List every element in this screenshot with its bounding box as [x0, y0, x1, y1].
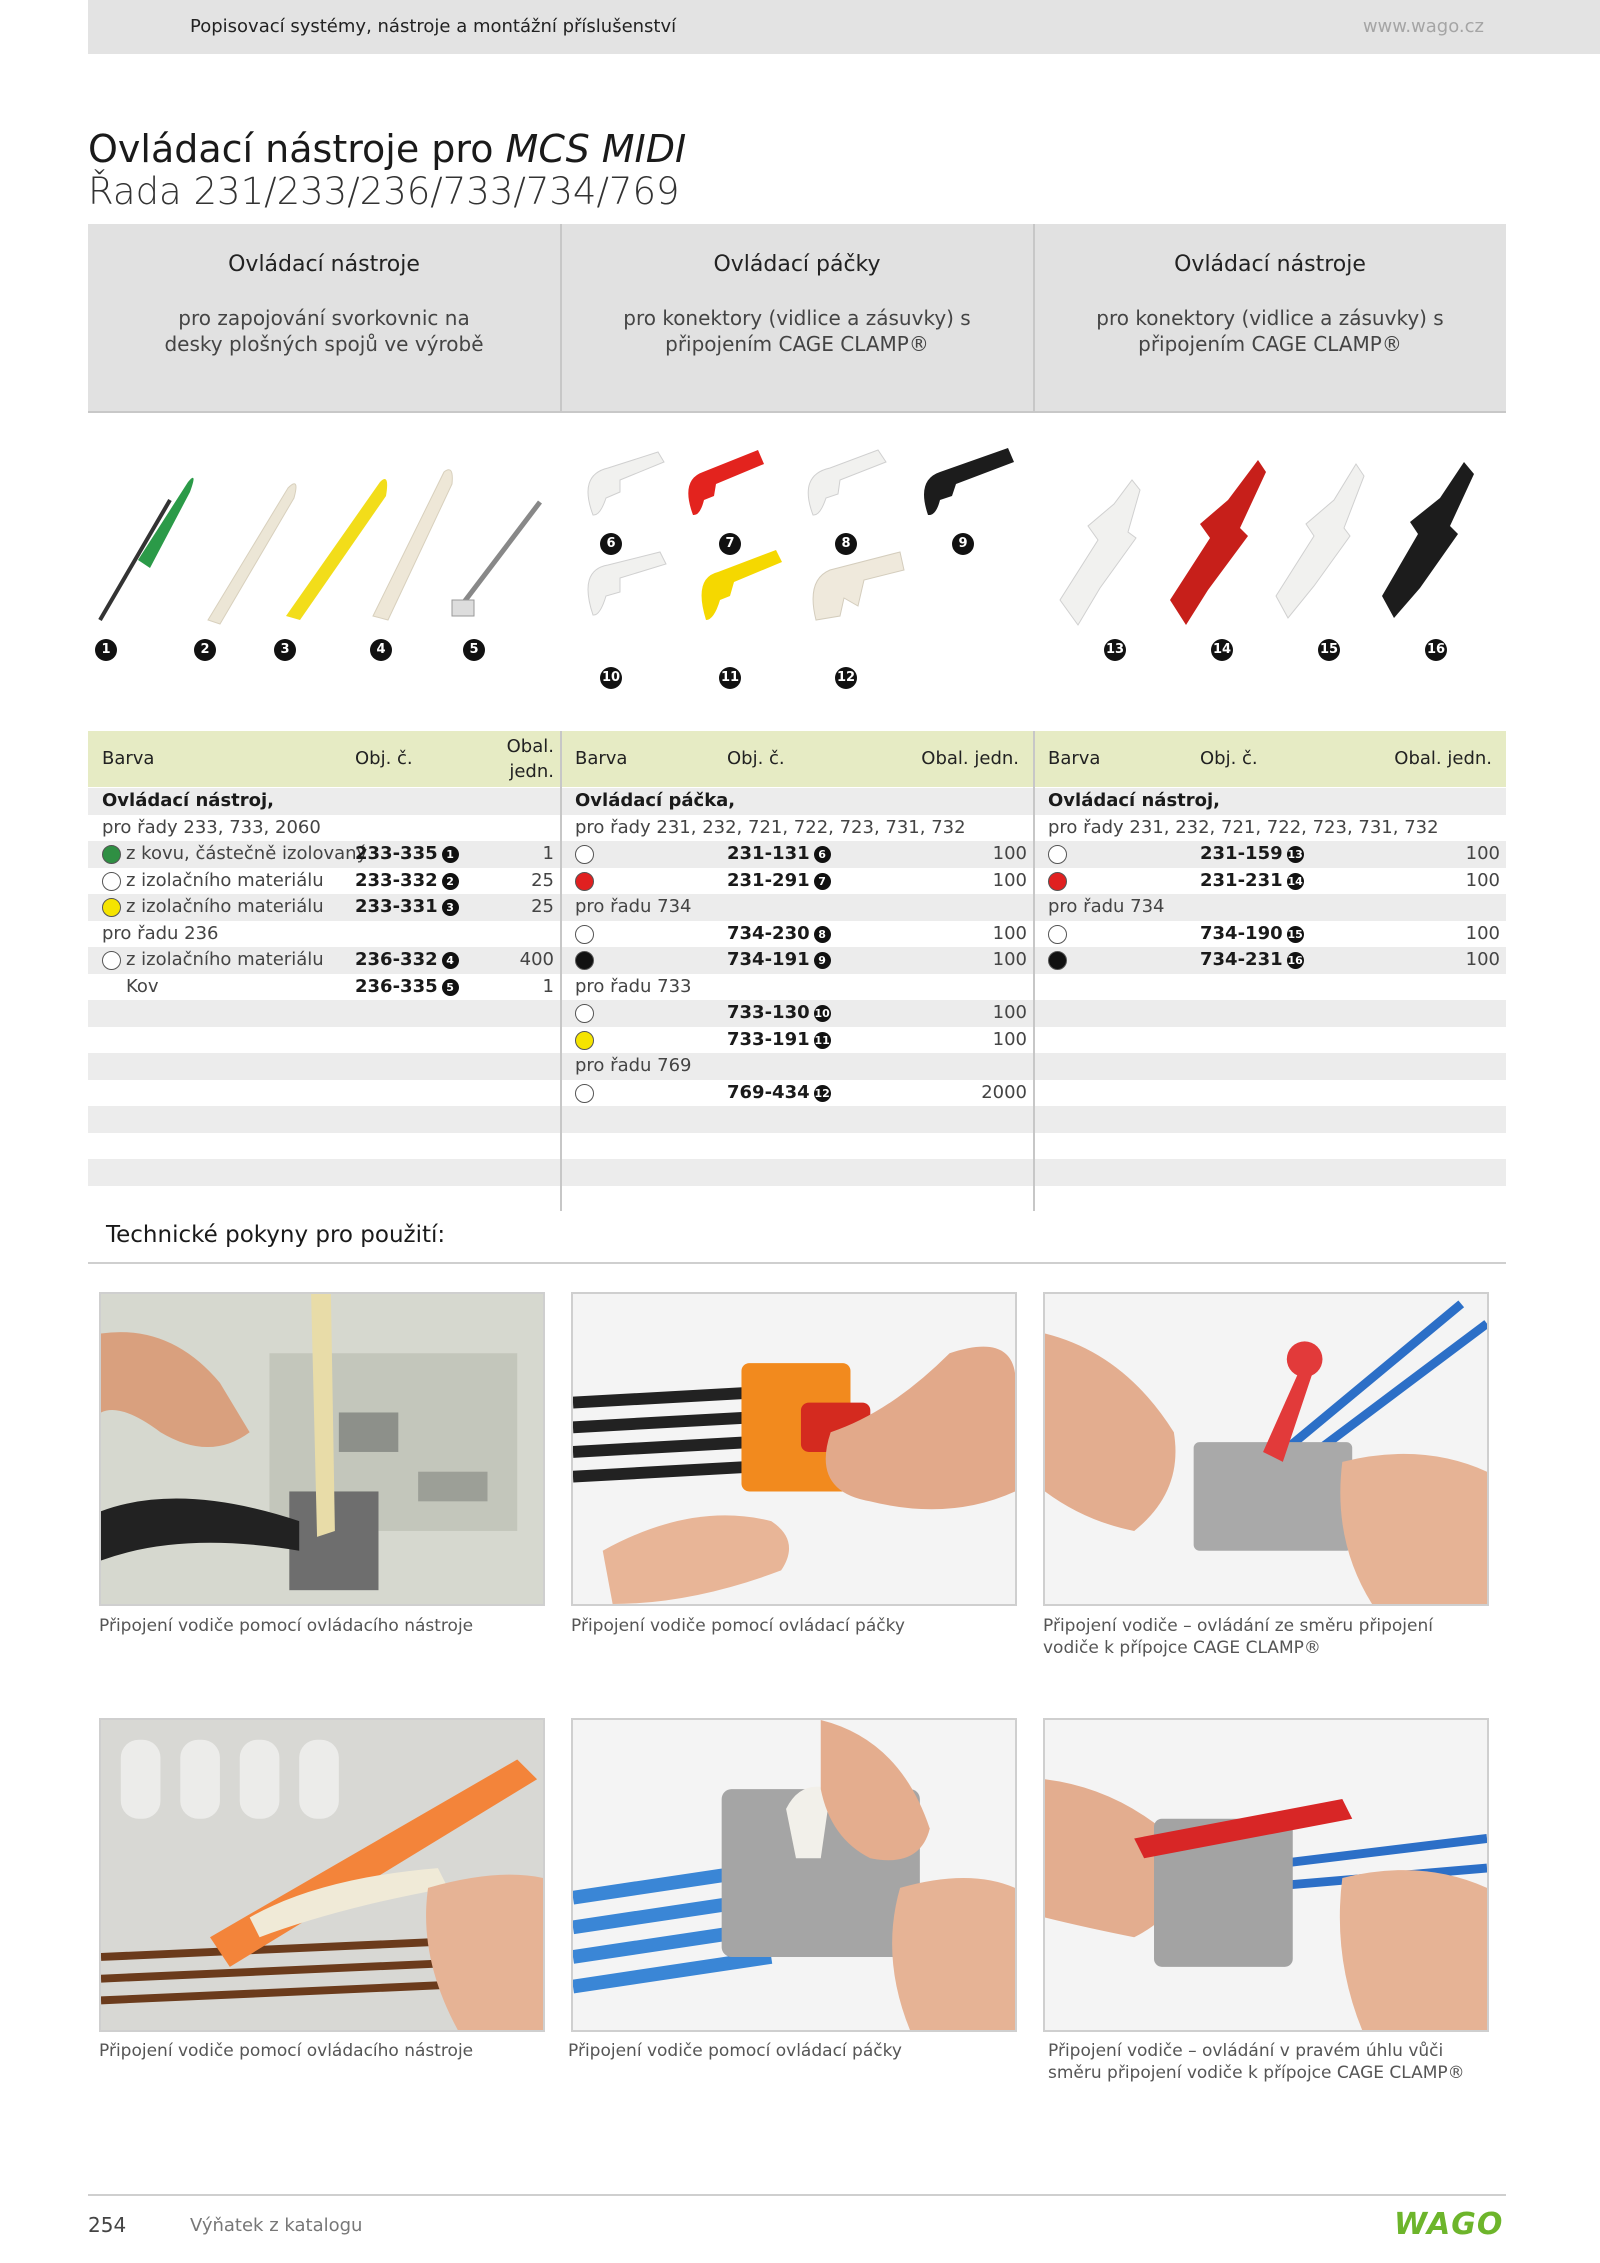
lever-10-image: [588, 552, 666, 615]
divider: [1033, 731, 1035, 1211]
pack-quantity: 400: [519, 949, 554, 970]
order-number: 236-332 4: [355, 947, 459, 973]
row-label: pro řadu 733: [575, 975, 692, 997]
badge-3: 3: [274, 639, 296, 661]
item-badge: 12: [814, 1086, 830, 1100]
usage-photo-3: [1043, 1292, 1489, 1606]
order-number: 734-230 8: [727, 921, 831, 947]
order-number: 734-231 16: [1200, 949, 1303, 970]
item-badge: 6: [814, 846, 831, 863]
order-number: 233-331 3: [355, 894, 459, 920]
color-swatch: [575, 872, 594, 891]
color-swatch: [102, 951, 121, 970]
caption-6: Připojení vodiče – ovládání v pravém úhlu vůči směru připojení vodiče k přípojce CAGE CLAMP®: [1048, 2041, 1465, 2083]
column-header-2: Ovládací páčky pro konektory (vidlice a zásuvky) s připojením CAGE CLAMP®: [561, 224, 1033, 412]
color-swatch: [575, 1004, 594, 1023]
order-number: 231-131 6: [727, 841, 831, 867]
item-badge: 2: [442, 873, 459, 890]
pack-quantity: 100: [992, 922, 1027, 944]
badge-15: 15: [1318, 639, 1340, 661]
color-swatch: [102, 872, 121, 891]
order-number: 733-130 10: [727, 1002, 830, 1023]
tool-5-image: [452, 502, 540, 616]
pack-quantity: 100: [992, 1028, 1027, 1050]
item-badge: 9: [814, 952, 831, 969]
pack-quantity: 100: [1465, 922, 1500, 944]
divider: [88, 411, 1506, 413]
top-bar: [88, 0, 1600, 54]
table-header-3: Barva Obj. č. Obal. jedn.: [1034, 731, 1506, 787]
tool-15-image: [1276, 464, 1364, 618]
pack-quantity: 100: [992, 1002, 1027, 1023]
footer-text: Výňatek z katalogu: [190, 2215, 363, 2236]
color-swatch: [102, 845, 121, 864]
table-header-1: Barva Obj. č. Obal. jedn.: [88, 731, 560, 787]
color-swatch: [102, 898, 121, 917]
caption-5: Připojení vodiče pomocí ovládací páčky: [568, 2041, 902, 2061]
caption-4: Připojení vodiče pomocí ovládacího nástroje: [99, 2041, 474, 2061]
order-number: 231-231 14: [1200, 869, 1303, 891]
usage-photo-2: [571, 1292, 1017, 1606]
pack-quantity: 100: [1465, 843, 1500, 864]
pack-quantity: 1: [542, 975, 554, 997]
badge-11: 11: [719, 667, 741, 689]
badge-2: 2: [194, 639, 216, 661]
badge-13: 13: [1104, 639, 1126, 661]
page-number: 254: [88, 2213, 127, 2237]
color-swatch: [575, 1031, 594, 1050]
order-number: 734-191 9: [727, 947, 831, 973]
order-number: 236-335 5: [355, 974, 459, 1000]
badge-4: 4: [370, 639, 392, 661]
tool-13-image: [1060, 480, 1140, 625]
tool-14-image: [1170, 460, 1266, 625]
usage-photo-4: [99, 1718, 545, 2032]
item-badge: 4: [442, 952, 459, 969]
order-number: 231-291 7: [727, 868, 831, 894]
order-number: 769-434 12: [727, 1081, 830, 1103]
row-label: pro řady 231, 232, 721, 722, 723, 731, 732: [575, 816, 966, 838]
table-row: [88, 1159, 1506, 1186]
item-badge: 13: [1287, 848, 1303, 861]
lever-9-image: [924, 448, 1014, 515]
row-label: pro řadu 734: [1048, 896, 1165, 917]
row-label: pro řadu 769: [575, 1055, 692, 1076]
pack-quantity: 100: [992, 869, 1027, 891]
pack-quantity: 100: [992, 949, 1027, 970]
row-label: Ovládací nástroj,: [102, 790, 275, 811]
badge-8: 8: [835, 533, 857, 555]
table-row: [88, 1133, 1506, 1160]
table-row: [88, 1186, 1506, 1213]
usage-photo-6: [1043, 1718, 1489, 2032]
pack-quantity: 2000: [981, 1081, 1027, 1103]
divider: [560, 224, 562, 412]
caption-1: Připojení vodiče pomocí ovládacího nástroje: [99, 1616, 474, 1636]
divider: [88, 1262, 1506, 1264]
column-header-3: Ovládací nástroje pro konektory (vidlice a zásuvky) s připojením CAGE CLAMP®: [1034, 224, 1506, 412]
table-header-2: Barva Obj. č. Obal. jedn.: [561, 731, 1033, 787]
color-swatch: [1048, 845, 1067, 864]
pack-quantity: 100: [1465, 949, 1500, 970]
color-swatch: [575, 845, 594, 864]
lever-12-image: [813, 552, 904, 620]
item-badge: 3: [442, 899, 459, 916]
lever-8-image: [808, 450, 886, 515]
color-swatch: [575, 951, 594, 970]
pack-quantity: 1: [542, 843, 554, 864]
order-number: 233-335 1: [355, 841, 459, 867]
table-row: [88, 1106, 1506, 1133]
lever-11-image: [702, 550, 782, 620]
row-label: z kovu, částečně izolovaný: [126, 843, 368, 864]
section-title: Popisovací systémy, nástroje a montážní příslušenství: [190, 16, 677, 37]
usage-photo-5: [571, 1718, 1017, 2032]
order-number: 734-190 15: [1200, 922, 1303, 944]
lever-7-image: [688, 450, 764, 515]
order-number: 733-191 11: [727, 1028, 830, 1050]
badge-6: 6: [600, 533, 622, 555]
row-label: pro řadu 734: [575, 896, 692, 917]
color-swatch: [575, 925, 594, 944]
table-row: [88, 788, 1506, 815]
tool-16-image: [1382, 462, 1474, 618]
badge-10: 10: [600, 667, 622, 689]
item-badge: 7: [814, 873, 831, 890]
item-badge: 16: [1287, 954, 1303, 967]
section-heading: Technické pokyny pro použití:: [106, 1222, 446, 1248]
table-row: [88, 1053, 1506, 1080]
pack-quantity: 100: [992, 843, 1027, 864]
row-label: Ovládací nástroj,: [1048, 790, 1221, 811]
color-swatch: [1048, 872, 1067, 891]
item-badge: 8: [814, 926, 831, 943]
website-link[interactable]: www.wago.cz: [1362, 16, 1484, 37]
row-label: pro řadu 236: [102, 922, 219, 944]
item-badge: 1: [442, 846, 459, 863]
color-swatch: [1048, 925, 1067, 944]
row-label: pro řady 231, 232, 721, 722, 723, 731, 732: [1048, 816, 1439, 838]
badge-12: 12: [835, 667, 857, 689]
pack-quantity: 25: [531, 869, 554, 891]
order-number: 233-332 2: [355, 868, 459, 894]
item-badge: 10: [814, 1007, 830, 1020]
divider: [88, 2194, 1506, 2196]
item-badge: 14: [1287, 874, 1303, 888]
order-number: 231-159 13: [1200, 843, 1303, 864]
row-label: z izolačního materiálu: [126, 896, 324, 917]
row-label: pro řady 233, 733, 2060: [102, 816, 321, 838]
lever-6-image: [588, 452, 664, 515]
divider: [1033, 224, 1035, 412]
badge-7: 7: [719, 533, 741, 555]
badge-1: 1: [95, 639, 117, 661]
badge-5: 5: [463, 639, 485, 661]
caption-3: Připojení vodiče – ovládání ze směru připojení vodiče k přípojce CAGE CLAMP®: [1043, 1616, 1433, 1658]
page-title: Ovládací nástroje pro MCS MIDI: [88, 127, 687, 171]
row-label: Ovládací páčka,: [575, 790, 736, 811]
badge-9: 9: [952, 533, 974, 555]
divider: [560, 731, 562, 1211]
usage-photo-1: [99, 1292, 545, 1606]
row-label: z izolačního materiálu: [126, 949, 324, 970]
table-row: [88, 974, 1506, 1001]
tool-3-image: [286, 479, 387, 620]
row-label: Kov: [126, 975, 159, 997]
color-swatch: [1048, 951, 1067, 970]
color-swatch: [575, 1084, 594, 1103]
page-subtitle: Řada 231/233/236/733/734/769: [88, 170, 680, 213]
badge-14: 14: [1211, 639, 1233, 661]
pack-quantity: 25: [531, 896, 554, 917]
wago-logo: WAGO: [1394, 2207, 1504, 2242]
row-label: z izolačního materiálu: [126, 869, 324, 891]
tool-2-image: [208, 484, 296, 624]
item-badge: 11: [814, 1033, 830, 1047]
column-header-1: Ovládací nástroje pro zapojování svorkovnic na desky plošných spojů ve výrobě: [88, 224, 560, 412]
item-badge: 5: [442, 979, 459, 996]
tool-1-image: [100, 478, 194, 620]
caption-2: Připojení vodiče pomocí ovládací páčky: [571, 1616, 905, 1636]
badge-16: 16: [1425, 639, 1447, 661]
pack-quantity: 100: [1465, 869, 1500, 891]
item-badge: 15: [1287, 927, 1303, 941]
product-illustrations: [88, 420, 1506, 710]
